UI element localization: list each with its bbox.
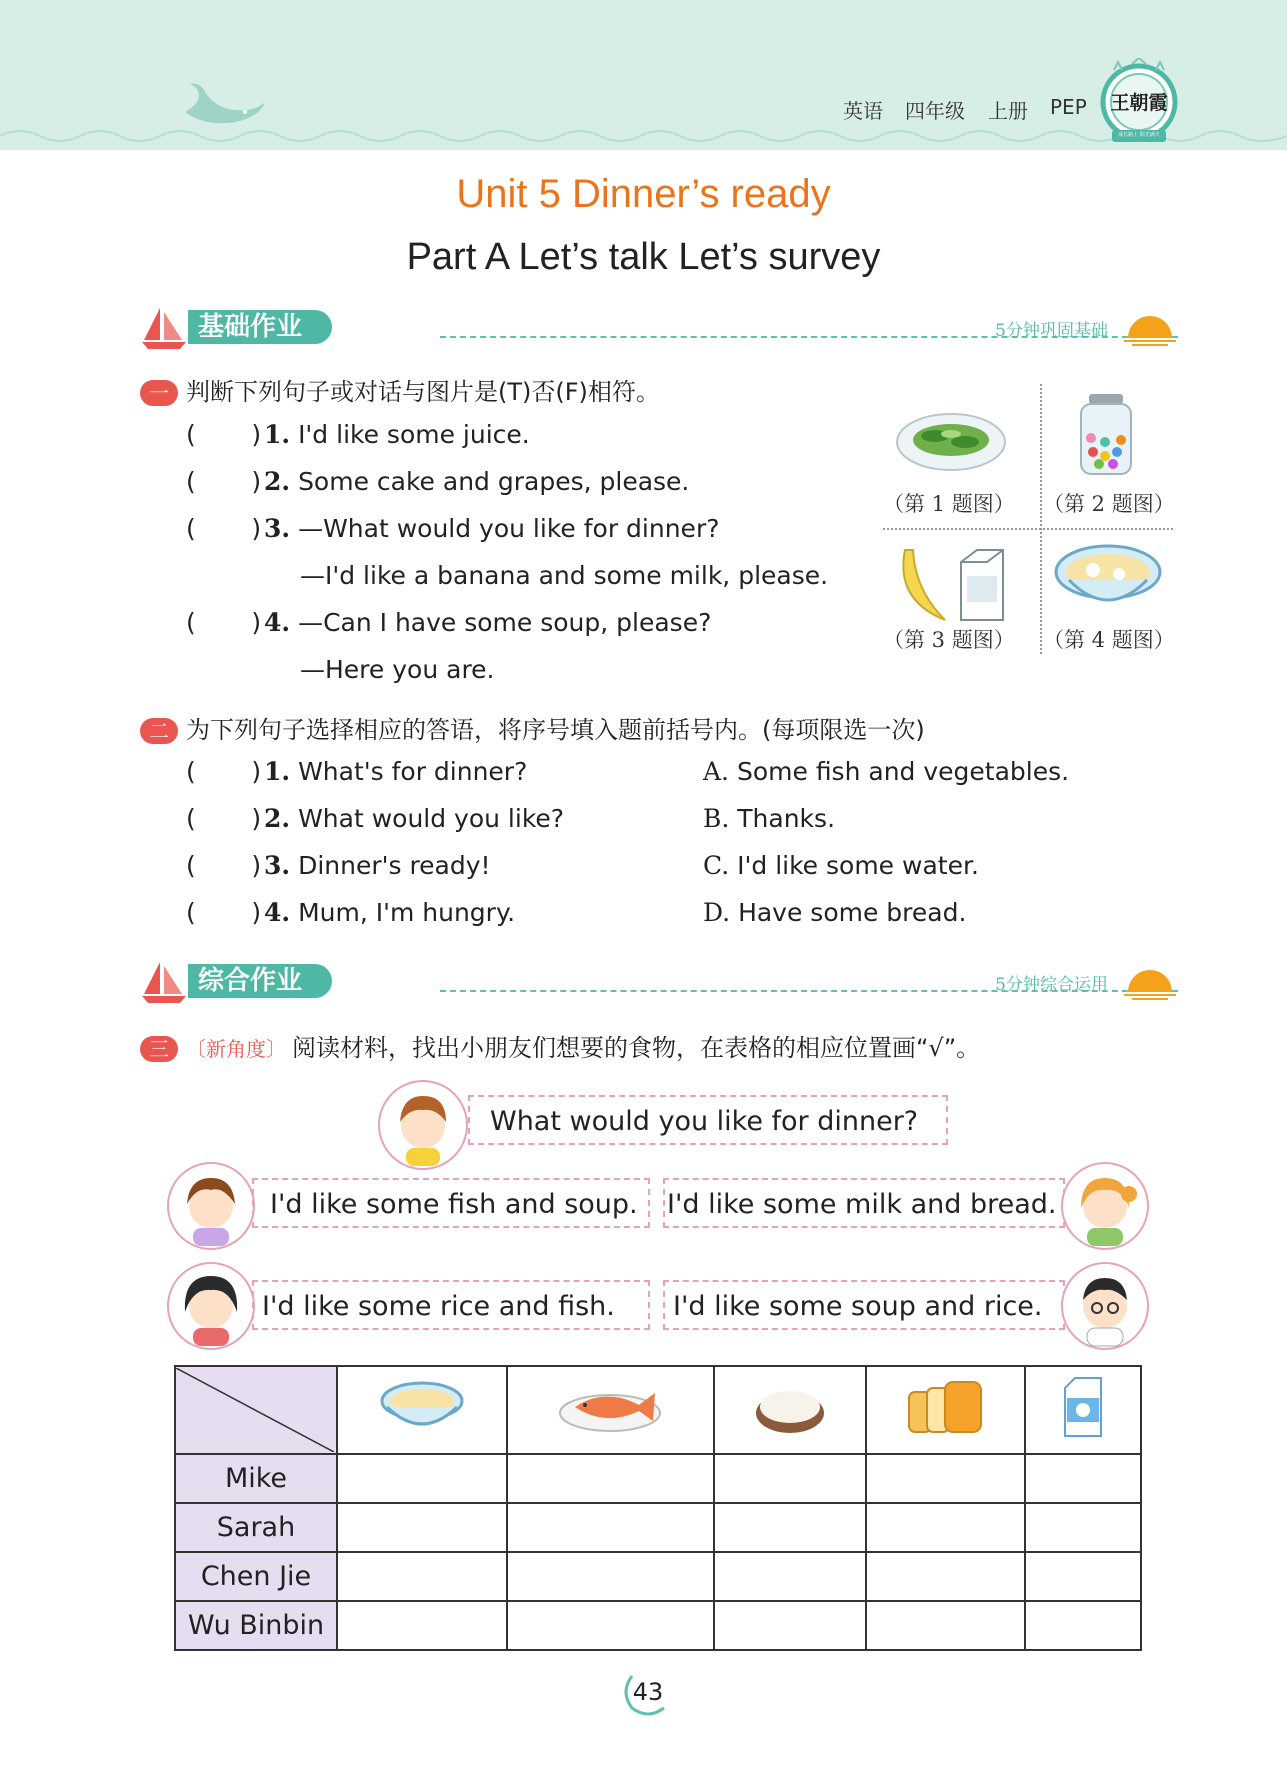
- check-cell[interactable]: [866, 1454, 1025, 1503]
- item-text: Some cake and grapes, please.: [298, 467, 690, 496]
- q2-option-c: [703, 851, 979, 880]
- item-number: 3.: [264, 851, 291, 880]
- check-cell[interactable]: [714, 1601, 866, 1650]
- answer-bubble-3: I'd like some rice and fish.: [252, 1280, 650, 1330]
- option-text: Thanks.: [737, 804, 836, 833]
- check-cell[interactable]: [507, 1503, 713, 1552]
- avatar-mike: [167, 1162, 255, 1250]
- sailboat-icon: [140, 960, 188, 1004]
- answer-blank[interactable]: ( ): [186, 898, 262, 927]
- check-cell[interactable]: [337, 1601, 507, 1650]
- item-number: 1.: [264, 420, 291, 449]
- candy-jar-icon: [1073, 392, 1139, 478]
- option-letter: C.: [703, 851, 730, 880]
- check-cell[interactable]: [714, 1454, 866, 1503]
- q1-item-4: [186, 608, 711, 637]
- fish-icon: [555, 1377, 665, 1437]
- option-text: Have some bread.: [738, 898, 967, 927]
- q2-option-d: [703, 898, 966, 927]
- q1-heading: [140, 372, 660, 407]
- q2-item-1: [186, 757, 527, 786]
- check-cell[interactable]: [1025, 1454, 1141, 1503]
- q3-tag: 〔新角度〕: [186, 1037, 286, 1061]
- item-number: 3.: [264, 514, 291, 543]
- row-name: Sarah: [175, 1503, 337, 1552]
- page-number-text: 43: [632, 1678, 664, 1706]
- option-letter: D.: [703, 898, 731, 927]
- q1-item-3: [186, 514, 720, 543]
- answer-bubble-1: I'd like some fish and soup.: [252, 1178, 650, 1228]
- table-row: [175, 1552, 1141, 1601]
- option-letter: A.: [703, 757, 730, 786]
- grade-label: 四年级: [905, 99, 965, 123]
- sunrise-icon: [1122, 962, 1178, 1002]
- caption-4: （第 4 题图）: [1043, 628, 1175, 652]
- food-cell-fish: [507, 1366, 713, 1454]
- row-name: Mike: [175, 1454, 337, 1503]
- whale-icon: [175, 72, 275, 132]
- q1-item-2: [186, 467, 689, 496]
- survey-table: [174, 1365, 1142, 1651]
- q1-instruction: 判断下列句子或对话与图片是(T)否(F)相符。: [186, 378, 660, 406]
- check-cell[interactable]: [1025, 1503, 1141, 1552]
- soup-bowl-icon: [1053, 540, 1163, 620]
- item-number: 2.: [264, 467, 291, 496]
- answer-blank[interactable]: ( ): [186, 420, 262, 449]
- section-comprehensive: [140, 960, 1178, 1004]
- row-name: Chen Jie: [175, 1552, 337, 1601]
- q3-number: 三: [140, 1036, 178, 1062]
- option-letter: B.: [703, 804, 730, 833]
- section-basic-label: 基础作业: [188, 310, 332, 344]
- answer-blank[interactable]: ( ): [186, 514, 262, 543]
- check-cell[interactable]: [337, 1552, 507, 1601]
- check-cell[interactable]: [1025, 1552, 1141, 1601]
- avatar-sarah: [1061, 1162, 1149, 1250]
- check-cell[interactable]: [714, 1552, 866, 1601]
- answer-blank[interactable]: ( ): [186, 757, 262, 786]
- option-text: Some fish and vegetables.: [736, 757, 1070, 786]
- question-bubble: What would you like for dinner?: [468, 1095, 948, 1145]
- check-cell[interactable]: [507, 1454, 713, 1503]
- banana-milk-icon: [895, 540, 1015, 630]
- item-number: 4.: [264, 898, 291, 927]
- avatar-boy-asking: [378, 1080, 468, 1170]
- caption-3: （第 3 题图）: [883, 628, 1015, 652]
- milk-icon: [1053, 1374, 1113, 1440]
- check-cell[interactable]: [866, 1552, 1025, 1601]
- item-text: I'd like some juice.: [298, 420, 530, 449]
- check-cell[interactable]: [507, 1601, 713, 1650]
- check-cell[interactable]: [507, 1552, 713, 1601]
- section-comprehensive-label: 综合作业: [188, 964, 332, 998]
- volume-label: 上册: [988, 99, 1028, 123]
- soup-icon: [377, 1377, 467, 1437]
- caption-1: （第 1 题图）: [883, 492, 1015, 516]
- item-text: —Can I have some soup, please?: [298, 608, 712, 637]
- answer-blank[interactable]: ( ): [186, 467, 262, 496]
- check-cell[interactable]: [337, 1454, 507, 1503]
- food-cell-soup: [337, 1366, 507, 1454]
- item-text: Dinner's ready!: [298, 851, 491, 880]
- subject-label: 英语: [843, 99, 883, 123]
- food-cell-rice: [714, 1366, 866, 1454]
- check-cell[interactable]: [866, 1503, 1025, 1552]
- logo-subtext: 成长路上 阳光满天: [1118, 132, 1160, 138]
- food-cell-milk: [1025, 1366, 1141, 1454]
- section-basic-tag: 5分钟巩固基础: [995, 321, 1108, 341]
- q1-number: 一: [140, 380, 178, 406]
- page-number: [618, 1668, 678, 1716]
- check-cell[interactable]: [866, 1601, 1025, 1650]
- q3-heading: [140, 1028, 980, 1063]
- sunrise-icon: [1122, 308, 1178, 348]
- unit-title: Unit 5 Dinner’s ready: [456, 172, 831, 216]
- table-row: [175, 1601, 1141, 1650]
- q2-item-4: [186, 898, 515, 927]
- answer-bubble-4: I'd like some soup and rice.: [663, 1280, 1065, 1330]
- diagonal-line: [176, 1368, 334, 1452]
- item-text: —What would you like for dinner?: [298, 514, 720, 543]
- table-row: [175, 1454, 1141, 1503]
- q1-item-4-reply: —Here you are.: [300, 655, 495, 684]
- table-corner-cell: [175, 1366, 337, 1454]
- answer-blank[interactable]: ( ): [186, 804, 262, 833]
- q2-item-3: [186, 851, 491, 880]
- q2-item-2: [186, 804, 564, 833]
- row-name: Wu Binbin: [175, 1601, 337, 1650]
- item-number: 2.: [264, 804, 291, 833]
- q2-heading: [140, 710, 925, 745]
- check-cell[interactable]: [714, 1503, 866, 1552]
- check-cell[interactable]: [1025, 1601, 1141, 1650]
- section-basic: [140, 306, 1178, 350]
- q3-instruction: 阅读材料，找出小朋友们想要的食物，在表格的相应位置画“√”。: [292, 1034, 981, 1062]
- table-row: [175, 1503, 1141, 1552]
- avatar-wu-binbin: [1061, 1262, 1149, 1350]
- q1-item-3-reply: —I'd like a banana and some milk, please.: [300, 561, 829, 590]
- food-cell-bread: [866, 1366, 1025, 1454]
- q2-option-a: [703, 757, 1069, 786]
- grid-divider-vertical: [1040, 384, 1042, 654]
- table-header-row: [175, 1366, 1141, 1454]
- answer-blank[interactable]: ( ): [186, 608, 262, 637]
- section-comprehensive-tag: 5分钟综合运用: [995, 975, 1108, 995]
- caption-2: （第 2 题图）: [1043, 492, 1175, 516]
- bread-icon: [903, 1374, 987, 1440]
- q2-instruction: 为下列句子选择相应的答语，将序号填入题前括号内。(每项限选一次): [186, 716, 925, 744]
- sailboat-icon: [140, 306, 188, 350]
- part-title: Part A Let’s talk Let’s survey: [406, 236, 881, 278]
- rice-icon: [750, 1377, 830, 1437]
- edition-label: PEP: [1050, 95, 1087, 119]
- avatar-chen-jie: [167, 1262, 255, 1350]
- brand-logo: [1100, 58, 1178, 150]
- grid-divider-horizontal: [883, 528, 1173, 530]
- item-number: 4.: [264, 608, 291, 637]
- check-cell[interactable]: [337, 1503, 507, 1552]
- option-text: I'd like some water.: [737, 851, 979, 880]
- answer-bubble-2: I'd like some milk and bread.: [663, 1178, 1065, 1228]
- vegetable-dish-icon: [895, 402, 1007, 474]
- q2-number: 二: [140, 718, 178, 744]
- q2-option-b: [703, 804, 835, 833]
- item-text: What would you like?: [298, 804, 565, 833]
- q1-item-1: [186, 420, 530, 449]
- item-text: What's for dinner?: [298, 757, 528, 786]
- answer-blank[interactable]: ( ): [186, 851, 262, 880]
- logo-text: 王朝霞: [1110, 92, 1168, 114]
- item-text: Mum, I'm hungry.: [298, 898, 516, 927]
- item-number: 1.: [264, 757, 291, 786]
